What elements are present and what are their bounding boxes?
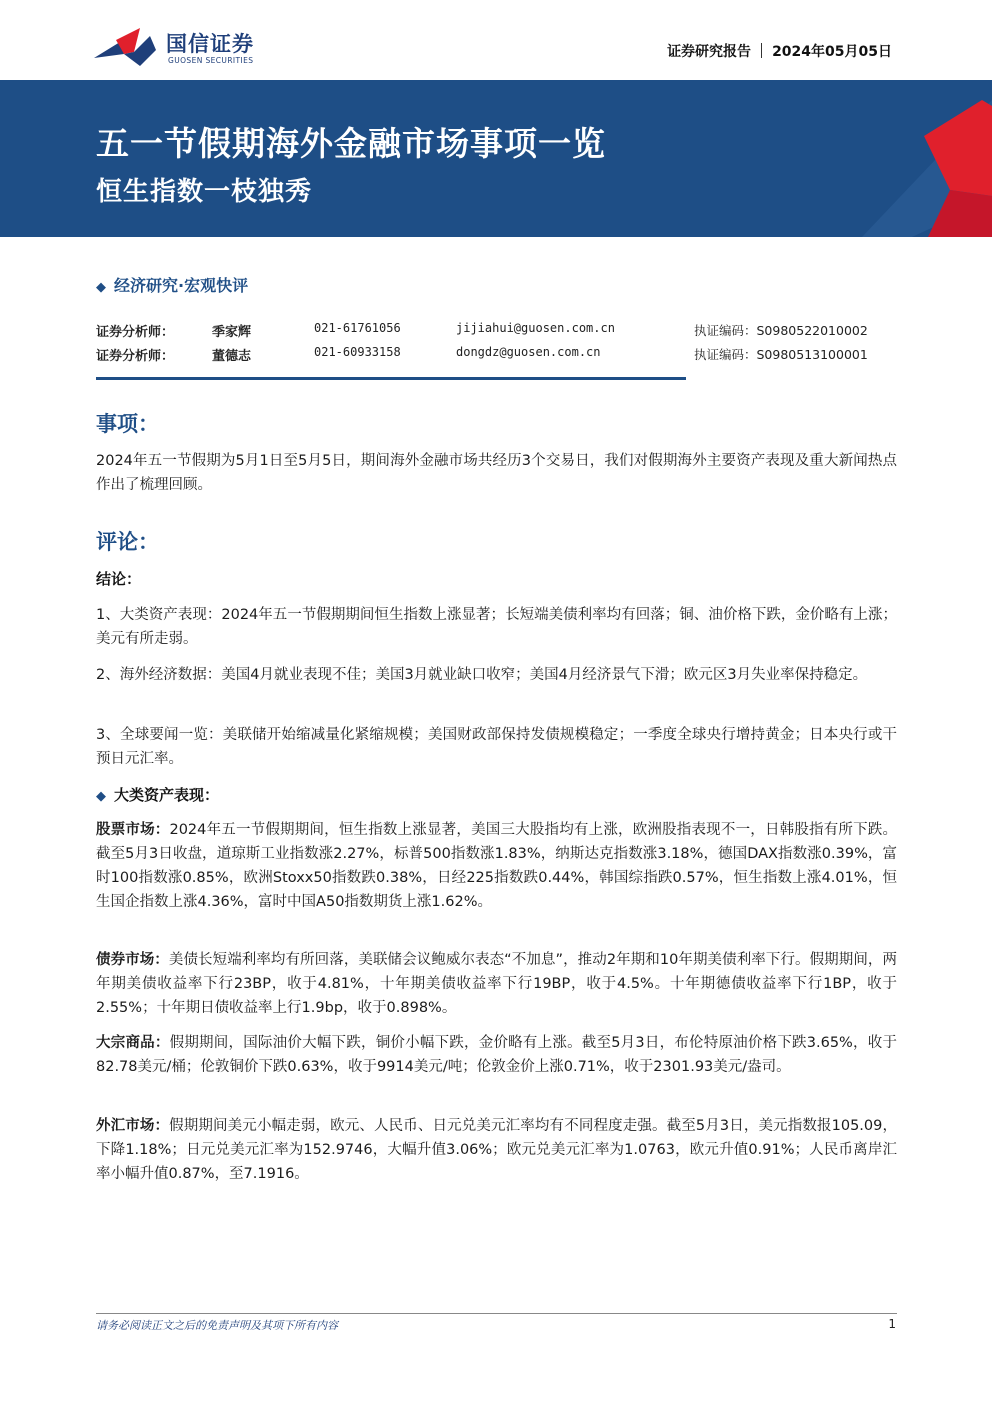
analyst-role: 证券分析师： xyxy=(96,349,175,364)
report-meta xyxy=(667,41,892,61)
section-tag-label: 经济研究·宏观快评 xyxy=(114,276,249,295)
analyst-cert: 执证编码：S0980522010002 xyxy=(694,323,868,338)
section-tag xyxy=(96,273,248,296)
analyst-name: 季家辉 xyxy=(212,325,252,340)
analyst-cert: 执证编码：S0980513100001 xyxy=(694,347,868,362)
diamond-bullet-icon: ◆ xyxy=(96,789,106,804)
asset-item-label: 债券市场： xyxy=(96,952,169,968)
analyst-role: 证券分析师： xyxy=(96,325,175,340)
report-subtitle: 恒生指数一枝独秀 xyxy=(96,177,313,207)
diamond-bullet-icon: ◆ xyxy=(96,280,106,295)
asset-item-text: 美债长短端利率均有所回落，美联储会议鲍威尔表态“不加息”，推动2年期和10年期美债利率下行。假期期间，两年期美债收益率下行23BP，收于4.81%，十年期美债收益率下行19BP，收于4.5%。十年期德债收益率下行1BP，收于2.55%；十年期日债收益率上行1.9bp，收于0.898%。 xyxy=(96,952,897,1016)
asset-item-fx xyxy=(96,1114,897,1186)
asset-item-stocks xyxy=(96,818,897,914)
asset-item-text: 2024年五一节假期期间，恒生指数上涨显著，美国三大股指均有上涨，欧洲股指表现不一，日韩股指有所下跌。截至5月3日收盘，道琼斯工业指数涨2.27%，标普500指数涨1.83%，纳斯达克指数涨3.18%，德国DAX指数涨0.39%，富时100指数涨0.85%，欧洲Stoxx50指数跌0.38%，日经225指数跌0.44%，韩国综指跌0.57%，恒生指数上涨4.01%，恒生国企指数上涨4.36%，富时中国A50指数期货上涨1.62%。 xyxy=(96,822,898,910)
asset-item-text: 假期期间美元小幅走弱，欧元、人民币、日元兑美元汇率均有不同程度走强。截至5月3日，美元指数报105.09，下降1.18%；日元兑美元汇率为152.9746，大幅升值3.06%；欧元兑美元汇率为1.0763，欧元升值0.91%；人民币离岸汇率小幅升值0.87%，至7.1916。 xyxy=(96,1118,897,1182)
asset-section-heading-label: 大类资产表现： xyxy=(114,786,220,804)
guosen-logo-mark-icon xyxy=(94,26,164,70)
conclusion-label: 结论： xyxy=(96,570,142,588)
asset-item-text: 假期期间，国际油价大幅下跌，铜价小幅下跌，金价略有上涨。截至5月3日，布伦特原油价格下跌3.65%，收于82.78美元/桶；伦敦铜价下跌0.63%，收于9914美元/吨；伦敦金价上涨0.71%，收于2301.93美元/盎司。 xyxy=(96,1035,897,1075)
asset-section-heading xyxy=(96,784,219,805)
conclusion-point-3: 3、全球要闻一览：美联储开始缩减量化紧缩规模；美国财政部保持发债规模稳定；一季度全球央行增持黄金；日本央行或干预日元汇率。 xyxy=(96,727,897,767)
asset-item-commodities xyxy=(96,1031,897,1079)
analyst-email-link[interactable]: jijiahui@guosen.com.cn xyxy=(456,321,615,335)
analyst-row xyxy=(96,343,896,367)
conclusion-point-1: 1、大类资产表现：2024年五一节假期期间恒生指数上涨显著；长短端美债利率均有回落；铜、油价格下跌，金价略有上涨；美元有所走弱。 xyxy=(96,607,897,647)
logo-text-cn: 国信证券 xyxy=(166,32,254,56)
banner-decoration-icon xyxy=(832,80,992,237)
analyst-email-link[interactable]: dongdz@guosen.com.cn xyxy=(456,345,601,359)
analyst-list xyxy=(96,319,896,367)
asset-item-bonds xyxy=(96,948,897,1020)
footer-divider xyxy=(96,1313,897,1314)
logo-text-en: GUOSEN SECURITIES xyxy=(168,56,254,65)
report-type: 证券研究报告 xyxy=(667,44,752,60)
analyst-phone: 021-60933158 xyxy=(314,345,401,359)
analyst-name: 董德志 xyxy=(212,349,252,364)
comment-heading: 评论： xyxy=(96,530,159,554)
header-divider xyxy=(761,43,762,58)
analyst-divider xyxy=(96,377,686,380)
analyst-row xyxy=(96,319,896,343)
report-date: 2024年05月05日 xyxy=(772,44,892,60)
asset-item-label: 股票市场： xyxy=(96,822,170,838)
title-banner xyxy=(0,80,992,237)
analyst-phone: 021-61761056 xyxy=(314,321,401,335)
asset-item-label: 大宗商品： xyxy=(96,1035,170,1051)
report-title: 五一节假期海外金融市场事项一览 xyxy=(96,124,606,163)
guosen-logo xyxy=(94,26,284,70)
matter-text: 2024年五一节假期为5月1日至5月5日，期间海外金融市场共经历3个交易日，我们对假期海外主要资产表现及重大新闻热点作出了梳理回顾。 xyxy=(96,453,897,493)
footer-disclaimer: 请务必阅读正文之后的免责声明及其项下所有内容 xyxy=(96,1319,338,1332)
conclusion-point-2: 2、海外经济数据：美国4月就业表现不佳；美国3月就业缺口收窄；美国4月经济景气下滑；欧元区3月失业率保持稳定。 xyxy=(96,667,868,683)
matter-heading: 事项： xyxy=(96,412,159,436)
asset-item-label: 外汇市场： xyxy=(96,1118,170,1134)
page-number: 1 xyxy=(888,1317,896,1331)
